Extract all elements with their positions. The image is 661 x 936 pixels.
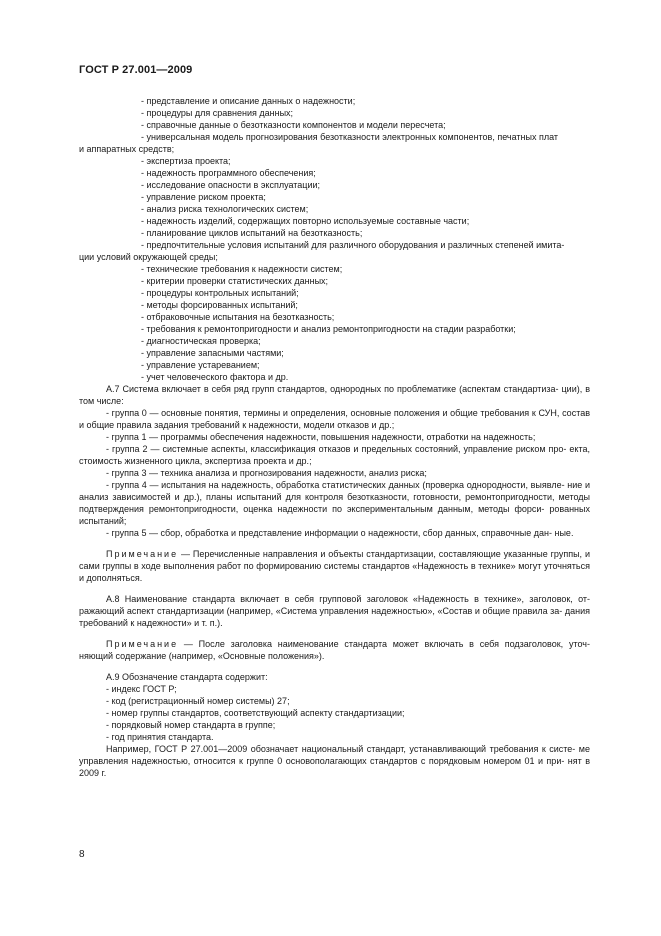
list-item: - управление риском проекта; [141,192,266,202]
section-a9-intro: А.9 Обозначение стандарта содержит: [106,672,268,682]
list-item: - критерии проверки статистических данных; [141,276,329,286]
section-a9-example: Например, ГОСТ Р 27.001—2009 обозначает национальный стандарт, устанавливающий требования к систе- ме управления надежностью, относится к группе 0 основополагающих стандартов с порядковым номером 01 и при- нят в 2009 г. [79,744,590,778]
list-item: - год принятия стандарта. [106,732,214,742]
list-item: - технические требования к надежности систем; [141,264,343,274]
list-item: - управление устареванием; [141,360,260,370]
group-item: - группа 1 — программы обеспечения надежности, повышения надежности, отработки на надежность; [106,432,536,442]
list-a6-part3 [79,263,590,383]
list-item: - учет человеческого фактора и др. [141,372,289,382]
group-item: - группа 0 — основные понятия, термины и определения, основные положения и общие требования к СУН, состав и общие правила задания требований к надежности, модели отказов и др.; [79,408,590,430]
page-number: 8 [79,849,85,860]
group-item: - группа 3 — техника анализа и прогнозирования надежности, анализ риска; [106,468,427,478]
list-item: - представление и описание данных о надежности; [141,96,356,106]
list-item: - процедуры контрольных испытаний; [141,288,299,298]
group-item: - группа 4 — испытания на надежность, обработка статистических данных (проверка однородности, выявле- ние и анализ зависимостей и др.), планы испытаний для контроля безотказности, готовности, ремонтопригодности, методы подтверждения ремонтопригодности, оценка надежности по экспериментальным данным, методы форси- рованных испытаний; [79,480,590,526]
list-item: - диагностическая проверка; [141,336,261,346]
list-item: - планирование циклов испытаний на безотказность; [141,228,363,238]
list-item: - анализ риска технологических систем; [141,204,309,214]
list-item-continuation: и аппаратных средств; [79,144,175,154]
note-label: Примечание [106,639,179,649]
list-item: - управление запасными частями; [141,348,284,358]
note-label: Примечание [106,549,179,559]
list-item: - универсальная модель прогнозирования безотказности электронных компонентов, печатных плат [141,132,559,142]
group-item: - группа 2 — системные аспекты, классификация отказов и предельных состояний, управление риском про- екта, стоимость жизненного цикла, экспертиза проекта и др.; [79,444,590,466]
page-header: ГОСТ Р 27.001—2009 [79,64,193,76]
list-item: - код (регистрационный номер системы) 27; [106,696,290,706]
note-2 [79,638,590,662]
group-item: - группа 5 — сбор, обработка и представление информации о надежности, сбор данных, справочные дан- ные. [106,528,574,538]
list-item: - предпочтительные условия испытаний для различного оборудования и различных степеней имита- [141,240,565,250]
list-item-continuation: ции условий окружающей среды; [79,252,218,262]
list-item: - порядковый номер стандарта в группе; [106,720,276,730]
list-a6-part1 [79,95,590,155]
list-item: - надежность изделий, содержащих повторно используемые составные части; [141,216,470,226]
note-text: — Перечисленные направления и объекты стандартизации, составляющие указанные группы, и сами группы в ходе выполнения работ по формированию системы стандартов «Надежность в технике» могут уточняться и дополняться. [79,549,590,583]
section-a8: А.8 Наименование стандарта включает в себя групповой заголовок «Надежность в технике», заголовок, от- ражающий аспект стандартизации (например, «Система управления надежностью», «Состав и общие правила за- дания требований к надежности» и т. п.). [79,594,590,628]
list-item: - требования к ремонтопригодности и анализ ремонтопригодности на стадии разработки; [141,324,516,334]
list-item: - справочные данные о безотказности компонентов и модели пересчета; [141,120,446,130]
note-1 [79,548,590,584]
list-item: - отбраковочные испытания на безотказность; [141,312,335,322]
list-a6-part2 [79,155,590,263]
list-item: - индекс ГОСТ Р; [106,684,177,694]
list-item: - экспертиза проекта; [141,156,231,166]
list-item: - методы форсированных испытаний; [141,300,298,310]
list-item: - исследование опасности в эксплуатации; [141,180,321,190]
section-a7 [79,383,590,539]
list-item: - надежность программного обеспечения; [141,168,316,178]
document-body [79,95,590,779]
section-a9 [79,671,590,779]
note-text: — После заголовка наименование стандарта может включать в себя подзаголовок, уточ- няющий содержание (например, «Основные положения»). [79,639,590,661]
list-item: - номер группы стандартов, соответствующий аспекту стандартизации; [106,708,405,718]
section-a7-intro: А.7 Система включает в себя ряд групп стандартов, однородных по проблематике (аспектам стандартиза- ции), в том числе: [79,384,590,406]
list-item: - процедуры для сравнения данных; [141,108,294,118]
